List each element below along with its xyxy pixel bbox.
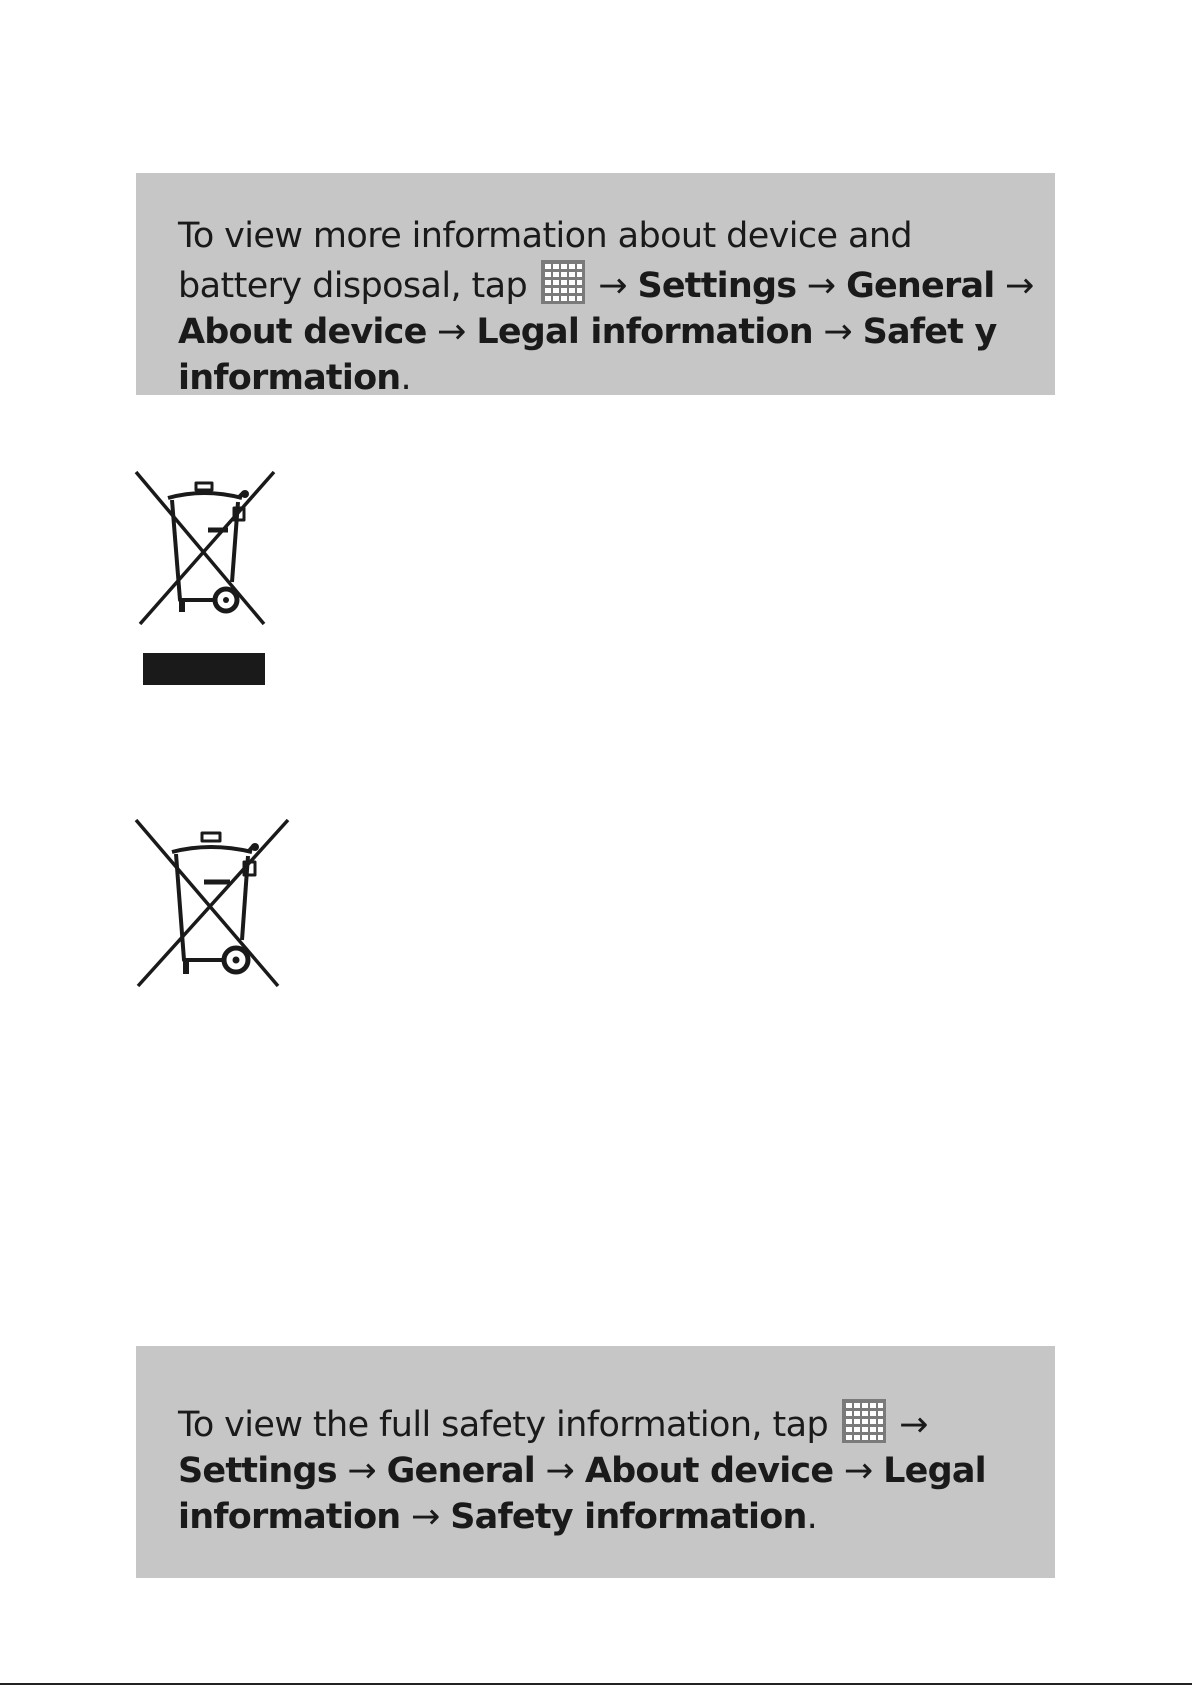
weee-black-bar [143,653,265,685]
apps-grid-icon [841,1398,887,1444]
arrow-icon: → [347,1451,377,1491]
battery-disposal-note-text [178,213,1035,401]
arrow-icon: → [1005,266,1034,306]
step-general: General [386,1451,536,1491]
step-safety-information: Safet y information [178,312,997,398]
arrow-icon: → [410,1497,440,1537]
step-legal-information: Legal information [476,312,813,352]
arrow-icon: → [823,312,853,352]
arrow-icon: → [899,1405,928,1445]
arrow-icon: → [843,1451,873,1491]
step-general: General [846,266,995,306]
arrow-icon: → [806,266,836,306]
arrow-icon: → [545,1451,575,1491]
full-safety-intro: To view the full safety information, tap [178,1405,829,1445]
step-settings: Settings [637,266,797,306]
battery-disposal-intro: To view more information about device and battery disposal, tap [178,216,913,306]
step-settings: Settings [178,1451,337,1491]
sentence-end: . [400,358,411,398]
battery-disposal-note [136,173,1055,398]
step-safety-information: Safety information [450,1497,807,1537]
apps-grid-icon [540,259,586,305]
step-about-device: About device [178,312,427,352]
arrow-icon: → [598,266,627,306]
crossed-out-wheelie-bin-icon [134,818,290,988]
crossed-out-wheelie-bin-icon [134,470,276,628]
step-about-device: About device [584,1451,834,1491]
full-safety-note-text [178,1398,1035,1540]
arrow-icon: → [437,312,466,352]
full-safety-note [136,1346,1055,1578]
sentence-end: . [806,1497,818,1537]
step-legal-information: Legal information [178,1451,986,1537]
